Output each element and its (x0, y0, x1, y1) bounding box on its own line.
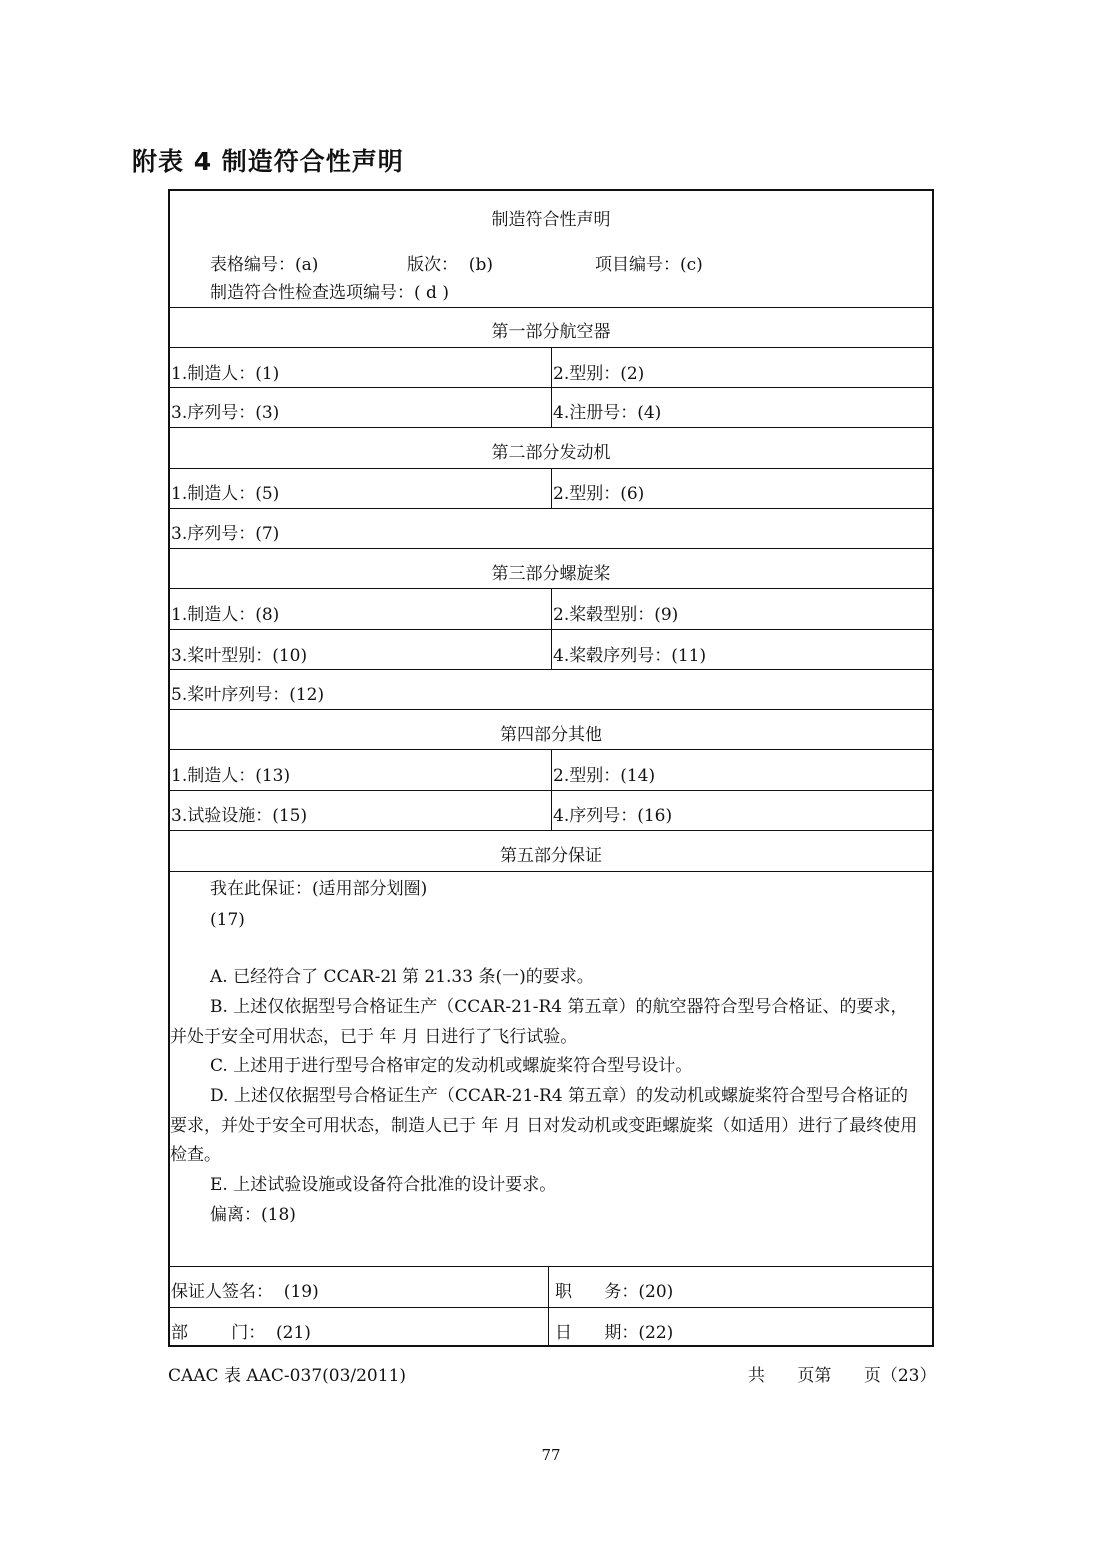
assurance-intro: 我在此保证：(适用部分划圈) (210, 879, 428, 899)
assurance-item-c: C. 上述用于进行型号合格审定的发动机或螺旋桨符合型号设计。 (210, 1056, 693, 1076)
part3-hub-model: 2.桨毂型别：(9) (553, 605, 679, 625)
signer-name: 保证人签名： (19) (171, 1282, 319, 1302)
part3-title: 第三部分螺旋桨 (491, 564, 611, 584)
part1-manufacturer: 1.制造人：(1) (171, 364, 280, 384)
part4-model: 2.型别：(14) (553, 766, 656, 786)
part4-title: 第四部分其他 (500, 725, 602, 745)
part2-model: 2.型别：(6) (553, 484, 645, 504)
part3-manufacturer: 1.制造人：(8) (171, 605, 280, 625)
page-info: 共 页第 页（23） (748, 1366, 937, 1386)
part3-blade-model: 3.桨叶型别：(10) (171, 646, 308, 666)
part3-blade-serial: 5.桨叶序列号：(12) (171, 685, 325, 705)
signer-position: 职 务：(20) (555, 1282, 674, 1302)
column-divider (551, 468, 552, 508)
inspection-item-number: 制造符合性检查选项编号：( d ) (210, 283, 449, 303)
divider (170, 871, 932, 872)
assurance-item-a: A. 已经符合了 CCAR-2l 第 21.33 条(一)的要求。 (210, 967, 594, 987)
part2-title: 第二部分发动机 (491, 443, 611, 463)
form-title: 制造符合性声明 (491, 210, 611, 230)
page-number: 77 (541, 1446, 561, 1464)
part5-title: 第五部分保证 (500, 846, 602, 866)
part3-hub-serial: 4.桨毂序列号：(11) (553, 646, 707, 666)
deviation: 偏离：(18) (210, 1205, 296, 1225)
part2-manufacturer: 1.制造人：(5) (171, 484, 280, 504)
divider (170, 427, 932, 428)
edition: 版次： (b) (407, 255, 493, 275)
part4-manufacturer: 1.制造人：(13) (171, 766, 291, 786)
assurance-item-e: E. 上述试验设施或设备符合批准的设计要求。 (210, 1175, 557, 1195)
part4-serial: 4.序列号：(16) (553, 806, 673, 826)
divider (170, 1266, 932, 1267)
conformity-form (168, 189, 934, 1347)
project-number: 项目编号：(c) (595, 255, 703, 275)
part1-model: 2.型别：(2) (553, 364, 645, 384)
signature-date: 日 期：(22) (555, 1323, 674, 1343)
column-divider (548, 1266, 549, 1347)
divider (170, 709, 932, 710)
signer-department: 部 门： (21) (171, 1323, 311, 1343)
column-divider (551, 347, 552, 427)
divider (170, 307, 932, 308)
divider (170, 548, 932, 549)
page-heading: 附表 4 制造符合性声明 (132, 147, 404, 176)
part1-title: 第一部分航空器 (491, 322, 611, 342)
divider (170, 669, 932, 670)
divider (170, 508, 932, 509)
part4-test-facility: 3.试验设施：(15) (171, 806, 308, 826)
assurance-item-b: B. 上述仅依据型号合格证生产（CCAR-21-R4 第五章）的航空器符合型号合格证、的要求，并处于安全可用状态，已于 年 月 日进行了飞行试验。 (170, 997, 908, 1047)
part2-serial: 3.序列号：(7) (171, 524, 280, 544)
column-divider (551, 588, 552, 669)
divider (170, 1307, 932, 1308)
form-code: CAAC 表 AAC-037(03/2011) (168, 1366, 407, 1386)
assurance-item-d: D. 上述仅依据型号合格证生产（CCAR-21-R4 第五章）的发动机或螺旋桨符合型号合格证的要求，并处于安全可用状态，制造人已于 年 月 日对发动机或变距螺旋桨（如适用）进行了最终使用检查。 (170, 1086, 918, 1165)
form-number: 表格编号：(a) (210, 255, 319, 275)
divider (170, 830, 932, 831)
assurance-ref: (17) (210, 910, 245, 930)
part1-registration: 4.注册号：(4) (553, 403, 662, 423)
column-divider (551, 749, 552, 830)
part1-serial: 3.序列号：(3) (171, 403, 280, 423)
